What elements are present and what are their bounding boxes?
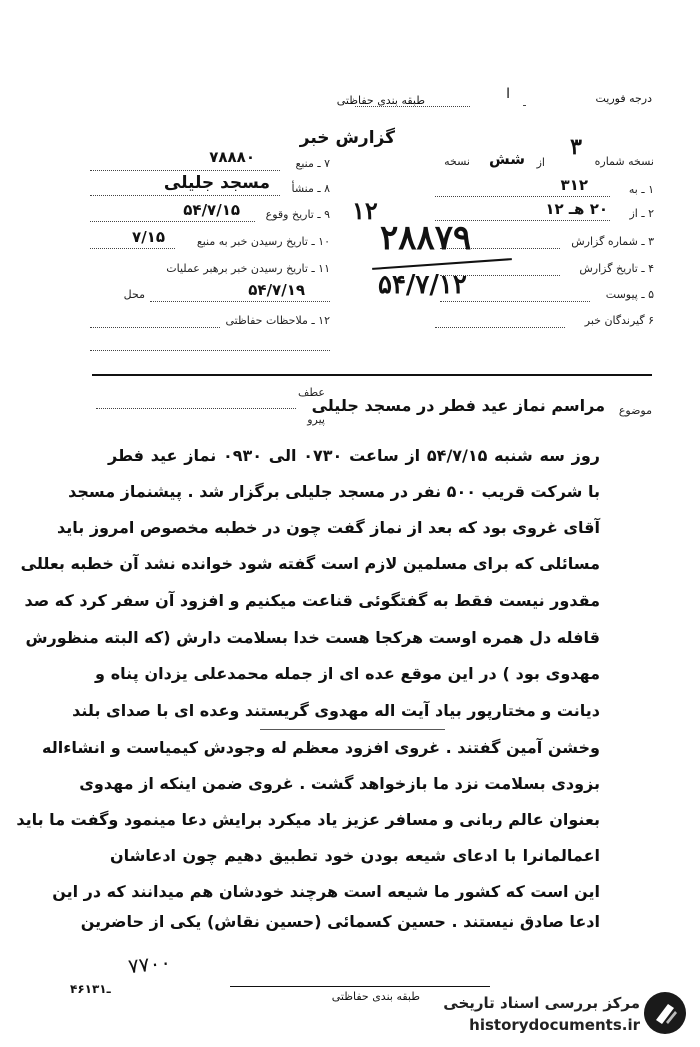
page-title: گزارش خبر [299,128,395,148]
subject-text: مراسم نماز عید فطر در مسجد جلیلی [311,396,605,415]
body-line-7: مهدوی بود ) در این موقع عده ای از جمله محمدعلی یزدان پناه و [95,664,600,683]
body-line-2: با شرکت قریب ۵۰۰ نفر در مسجد جلیلی برگزار شد . پیشنماز مسجد [68,482,600,501]
to-value: ۳۱۲ [560,176,588,194]
body-line-5: مقدور نیست فقط به گفتگوئی قناعت میکنیم و افزود آن سفر کرد که صد [24,591,600,610]
handwritten-mark: ا [506,86,510,102]
receipt-date-label: ۱۰ ـ تاریخ رسیدن خبر به منبع [196,235,330,248]
watermark-logo-icon [644,992,686,1034]
ops-place-label: محل [123,288,145,301]
handwritten-number: ۷۷۰۰ [126,949,173,979]
copy-number-label: نسخه شماره [594,155,654,168]
body-line-12: اعمالمانرا با ادعای شیعه بودن خود تطبیق دهیم چون ادعاشان [110,846,600,865]
from-value: ۲۰ هـ ۱۲ [545,200,608,218]
ops-date-value: ۵۴/۷/۱۹ [248,281,305,299]
stamp-prefix: ۱۲ [352,196,378,225]
report-number-label: ۳ ـ شماره گزارش [571,235,654,248]
classification-bottom-label: طبقه بندی حفاظتی [331,990,420,1003]
ref-label: عطف [298,386,325,399]
copy-label: نسخه [444,155,470,168]
receipt-date-value: ۷/۱۵ [132,228,165,246]
source-label: ۷ ـ منبع [295,157,330,170]
to-label: ۱ ـ به [628,183,654,196]
of-label: از [536,156,545,169]
body-line-9: وخشن آمین گفتند . غروی افزود معظم له وجودش کیمیاست و انشاءاله [42,738,600,757]
body-line-1: روز سه شنبه ۵۴/۷/۱۵ از ساعت ۰۷۳۰ الی ۰۹۳۰ نماز عید فطر [108,446,601,465]
of-value: شش [489,150,525,168]
from-label: ۲ ـ از [629,207,654,220]
origin-label: ۸ ـ منشأ [291,182,330,195]
footer-divider [230,986,490,987]
source-value: ۷۸۸۸۰ [209,148,255,166]
ops-date-label: ۱۱ ـ تاریخ رسیدن خبر برهبر عملیات [166,262,330,275]
body-line-3: آقای غروی بود که بعد از نماز گفت چون در خطبه مخصوص امروز باید [57,518,600,537]
page-code: ۴۶ـ۱۳۱ [70,982,111,996]
body-line-11: بعنوان عالم ربانی و مسافر عزیز یاد میکرد برایش دعا مینمود وگفت ما باید [16,810,600,829]
event-date-label: ۹ ـ تاریخ وقوع [265,208,330,221]
classification-top-label: طبقه بندی حفاظتی [336,94,425,107]
stamp-number: ۲۸۸۷۹ [380,218,472,258]
underline-annotation [260,729,445,730]
subject-label: موضوع [618,404,652,417]
watermark-title: مرکز بررسی اسناد تاریخی [443,994,640,1012]
watermark-url: historydocuments.ir [469,1016,640,1034]
security-notes-label: ۱۲ ـ ملاحظات حفاظتی [225,314,330,327]
stamp-date: ۵۴/۷/۱۲ [378,270,467,300]
origin-value: مسجد جلیلی [163,173,270,193]
follow-label: پیرو [307,413,325,426]
copy-number-value: ۳ [570,134,582,160]
stamp-underline [372,258,512,270]
event-date-value: ۵۴/۷/۱۵ [183,201,240,219]
body-line-13: این است که کشور ما شیعه است هرچند خودشان هم میدانند که در این [52,882,600,901]
body-line-10: بزودی بسلامت نزد ما بازخواهد گشت . غروی ضمن اینکه از مهدوی [79,774,600,793]
body-line-8: دیانت و مختارپور بیاد آیت اله مهدوی گریستند وعده ای با صدای بلند [72,701,600,720]
body-line-6: قافله دل همره اوست هرکجا هست خدا بسلامت دارش (که البته منظورش [25,628,600,647]
recipients-label: ۶ گیرندگان خبر [584,314,654,327]
body-line-14: ادعا صادق نیستند . حسین کسمائی (حسین نقاش) یکی از حاضرین [80,912,600,931]
report-date-label: ۴ ـ تاریخ گزارش [579,262,654,275]
header-divider [92,374,652,376]
body-line-4: مسائلی که برای مسلمین لازم است گفته شود خوانده نشد آن خطبه بعللی [20,554,600,573]
dot-separator [523,105,525,106]
urgency-label: درجه فوریت [595,92,652,105]
attachment-label: ۵ ـ پیوست [605,288,654,301]
